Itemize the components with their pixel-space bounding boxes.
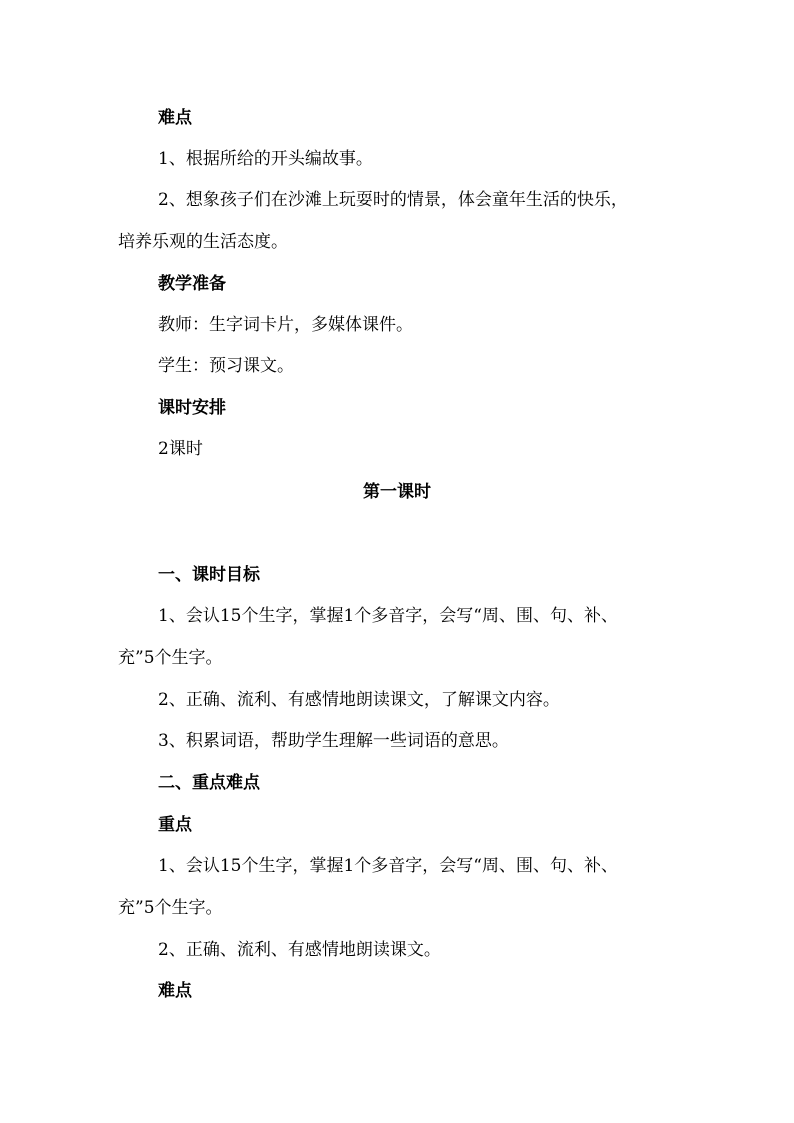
heading-difficulty: 难点 bbox=[158, 981, 192, 1001]
heading-key-points: 二、重点难点 bbox=[158, 773, 260, 793]
paragraph-line: 2、正确、流利、有感情地朗读课文。 bbox=[158, 940, 441, 960]
paragraph-line: 1、根据所给的开头编故事。 bbox=[158, 149, 373, 169]
paragraph-line: 充”5个生字。 bbox=[118, 898, 223, 918]
heading-difficulty: 难点 bbox=[158, 108, 192, 128]
paragraph-line: 2课时 bbox=[158, 439, 203, 459]
heading-schedule: 课时安排 bbox=[158, 398, 226, 418]
paragraph-line: 充”5个生字。 bbox=[118, 648, 223, 668]
paragraph-line: 3、积累词语，帮助学生理解一些词语的意思。 bbox=[158, 731, 509, 751]
paragraph-line: 教师：生字词卡片，多媒体课件。 bbox=[158, 315, 413, 335]
paragraph-line: 学生：预习课文。 bbox=[158, 356, 294, 376]
paragraph-line: 1、会认15个生字，掌握1个多音字，会写“周、围、句、补、 bbox=[158, 856, 618, 876]
heading-teaching-prep: 教学准备 bbox=[158, 274, 226, 294]
heading-lesson-goals: 一、课时目标 bbox=[158, 565, 260, 585]
paragraph-line: 2、想象孩子们在沙滩上玩耍时的情景，体会童年生活的快乐， bbox=[158, 190, 628, 210]
section-title: 第一课时 bbox=[363, 482, 431, 502]
heading-focus: 重点 bbox=[158, 815, 192, 835]
paragraph-line: 1、会认15个生字，掌握1个多音字，会写“周、围、句、补、 bbox=[158, 606, 618, 626]
paragraph-line: 2、正确、流利、有感情地朗读课文，了解课文内容。 bbox=[158, 690, 560, 710]
paragraph-line: 培养乐观的生活态度。 bbox=[118, 232, 288, 252]
